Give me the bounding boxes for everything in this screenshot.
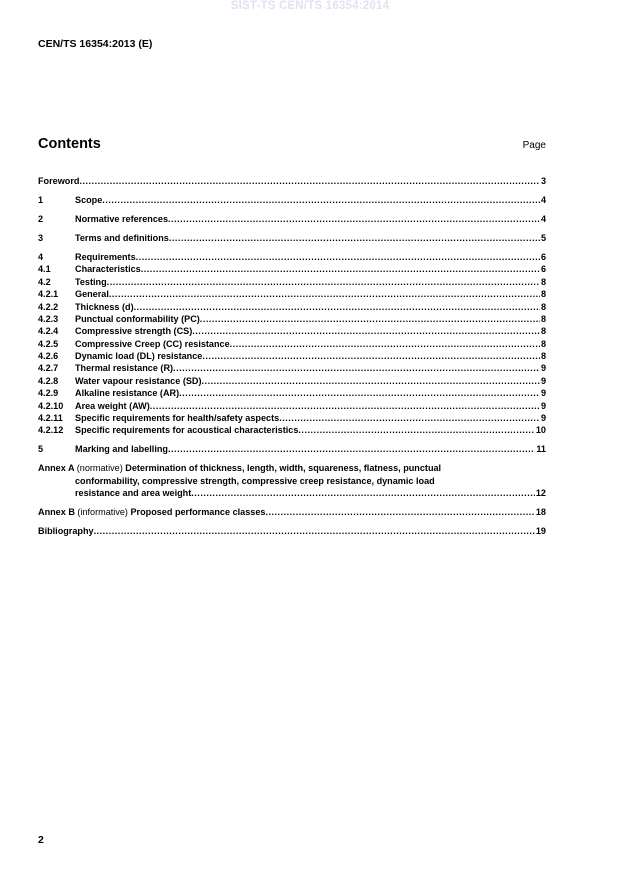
toc-entry-number: 4.2.4 — [38, 326, 59, 337]
toc-leader-dots — [134, 301, 540, 313]
toc-entry-number: 2 — [38, 213, 44, 224]
toc-entry-page: 12 — [535, 488, 546, 499]
toc-leader-dots — [179, 387, 540, 399]
toc-entry-number: 4.2.6 — [38, 351, 59, 362]
toc-leader-dots — [136, 251, 540, 263]
toc-leader-dots — [192, 325, 540, 337]
toc-leader-dots — [168, 213, 540, 225]
toc-leader-dots — [173, 362, 540, 374]
toc-entry-acoustical-characteristics[interactable] — [38, 424, 546, 436]
toc-entry-bibliography[interactable] — [38, 525, 546, 537]
toc-entry-page: 8 — [540, 351, 546, 362]
toc-entry-page: 6 — [540, 264, 546, 275]
annex-a-label: Annex A — [38, 463, 75, 474]
toc-entry-water-vapour-resistance[interactable] — [38, 375, 546, 387]
toc-entry-title: Compressive Creep (CC) resistance — [75, 338, 230, 349]
toc-leader-dots — [200, 313, 540, 325]
table-of-contents — [38, 175, 546, 538]
toc-entry-testing[interactable] — [38, 276, 546, 288]
toc-entry-title: Testing — [75, 276, 107, 287]
annex-a-first-line — [38, 462, 546, 474]
toc-entry-scope[interactable] — [38, 194, 546, 206]
toc-leader-dots — [202, 350, 540, 362]
annex-a-title-line-3: resistance and area weight — [75, 488, 192, 499]
toc-entry-page: 8 — [540, 326, 546, 337]
toc-entry-title: Specific requirements for acoustical characteristics — [75, 425, 299, 436]
toc-entry-area-weight[interactable] — [38, 400, 546, 412]
toc-entry-thermal-resistance[interactable] — [38, 362, 546, 374]
toc-entry-page: 8 — [540, 276, 546, 287]
annex-b-type: (informative) — [77, 507, 128, 518]
toc-entry-title: Foreword — [38, 176, 80, 186]
toc-entry-title: Alkaline resistance (AR) — [75, 388, 180, 399]
toc-entry-title: Thickness (d) — [75, 301, 134, 312]
document-id: CEN/TS 16354:2013 (E) — [38, 38, 153, 50]
toc-entry-title: Thermal resistance (R) — [75, 363, 174, 374]
toc-entry-page: 19 — [535, 526, 546, 537]
page-number: 2 — [38, 834, 44, 846]
toc-entry-page: 11 — [536, 444, 546, 455]
toc-entry-health-safety[interactable] — [38, 412, 546, 424]
toc-leader-dots — [191, 487, 535, 499]
toc-entry-title: Scope — [75, 194, 103, 205]
toc-leader-dots — [265, 506, 534, 518]
annex-a-title-line-1: Determination of thickness, length, width, squareness, flatness, punctual — [125, 463, 442, 474]
toc-entry-characteristics[interactable] — [38, 263, 546, 275]
watermark: SIST-TS CEN/TS 16354:2014 — [230, 0, 390, 12]
toc-leader-dots — [169, 232, 540, 244]
toc-entry-compressive-strength[interactable] — [38, 325, 546, 337]
annex-b-title: Proposed performance classes — [130, 507, 266, 518]
toc-entry-number: 4.2.1 — [38, 289, 59, 300]
toc-entry-title: General — [75, 289, 109, 300]
toc-leader-dots — [150, 400, 540, 412]
page-column-label: Page — [522, 140, 546, 151]
toc-entry-foreword[interactable] — [38, 175, 546, 187]
toc-entry-number: 4.2.11 — [38, 413, 63, 424]
toc-entry-number: 3 — [38, 232, 44, 243]
toc-entry-number: 1 — [38, 194, 44, 205]
toc-entry-number: 4.1 — [38, 264, 51, 275]
toc-entry-title: Marking and labelling — [75, 444, 168, 455]
toc-entry-page: 18 — [535, 507, 546, 518]
annex-b-label: Annex B — [38, 507, 75, 518]
toc-entry-title: Compressive strength (CS) — [75, 326, 193, 337]
toc-entry-title: Specific requirements for health/safety aspects — [75, 413, 280, 424]
toc-entry-page: 5 — [540, 232, 546, 243]
toc-entry-thickness[interactable] — [38, 301, 546, 313]
toc-entry-number: 4.2.10 — [38, 400, 64, 411]
toc-entry-number: 4.2.3 — [38, 313, 59, 324]
toc-leader-dots — [109, 288, 540, 300]
toc-entry-page: 9 — [540, 363, 546, 374]
toc-leader-dots — [79, 175, 540, 187]
toc-entry-number: 4 — [38, 251, 44, 262]
toc-entry-page: 4 — [540, 213, 546, 224]
toc-entry-title: Punctual conformability (PC) — [75, 313, 200, 324]
toc-entry-title: Water vapour resistance (SD) — [75, 375, 202, 386]
toc-entry-number: 4.2 — [38, 276, 51, 287]
toc-entry-number: 4.2.5 — [38, 338, 59, 349]
annex-a-type: (normative) — [76, 463, 123, 474]
toc-leader-dots — [279, 412, 540, 424]
toc-entry-punctual-conformability[interactable] — [38, 313, 546, 325]
toc-entry-title: Normative references — [75, 213, 169, 224]
toc-entry-requirements[interactable] — [38, 251, 546, 263]
toc-entry-number: 4.2.12 — [38, 425, 64, 436]
toc-entry-dynamic-load[interactable] — [38, 350, 546, 362]
toc-leader-dots — [298, 424, 534, 436]
toc-leader-dots — [94, 525, 535, 537]
annex-b-heading — [38, 506, 265, 518]
toc-entry-annex-a[interactable] — [38, 462, 546, 499]
toc-entry-page: 8 — [540, 289, 546, 300]
toc-entry-number: 4.2.7 — [38, 363, 59, 374]
toc-entry-page: 9 — [540, 375, 546, 386]
toc-entry-page: 10 — [535, 425, 546, 436]
toc-entry-title: Area weight (AW) — [75, 400, 150, 411]
toc-entry-general[interactable] — [38, 288, 546, 300]
toc-leader-dots — [141, 263, 540, 275]
toc-entry-compressive-creep[interactable] — [38, 338, 546, 350]
toc-entry-title: Bibliography — [38, 526, 94, 537]
toc-leader-dots — [202, 375, 540, 387]
toc-entry-page: 8 — [540, 338, 546, 349]
toc-entry-page: 9 — [540, 400, 546, 411]
annex-a-heading — [38, 462, 441, 474]
toc-entry-marking-and-labelling[interactable] — [38, 443, 546, 455]
toc-leader-dots — [107, 276, 540, 288]
toc-entry-normative-references[interactable] — [38, 213, 546, 225]
toc-entry-page: 8 — [540, 313, 546, 324]
toc-entry-page: 8 — [540, 301, 546, 312]
toc-entry-title: Dynamic load (DL) resistance — [75, 351, 203, 362]
toc-entry-title: Terms and definitions — [75, 232, 169, 243]
toc-entry-page: 9 — [540, 413, 546, 424]
toc-entry-number: 5 — [38, 444, 44, 455]
toc-entry-page: 9 — [540, 388, 546, 399]
annex-a-last-line — [38, 487, 546, 499]
toc-entry-page: 4 — [540, 194, 546, 205]
toc-leader-dots — [168, 443, 535, 455]
toc-leader-dots — [230, 338, 540, 350]
toc-entry-number: 4.2.2 — [38, 301, 59, 312]
toc-entry-alkaline-resistance[interactable] — [38, 387, 546, 399]
toc-entry-page: 6 — [540, 251, 546, 262]
annex-a-title-line-2: conformability, compressive strength, compressive creep resistance, dynamic load — [75, 475, 435, 486]
toc-entry-title: Characteristics — [75, 264, 141, 275]
toc-leader-dots — [102, 194, 540, 206]
toc-entry-number: 4.2.8 — [38, 375, 59, 386]
toc-entry-terms-and-definitions[interactable] — [38, 232, 546, 244]
contents-heading: Contents — [38, 136, 101, 152]
toc-entry-number: 4.2.9 — [38, 388, 59, 399]
toc-entry-page: 3 — [540, 176, 546, 186]
toc-entry-title: Requirements — [75, 251, 136, 262]
toc-entry-annex-b[interactable] — [38, 506, 546, 518]
